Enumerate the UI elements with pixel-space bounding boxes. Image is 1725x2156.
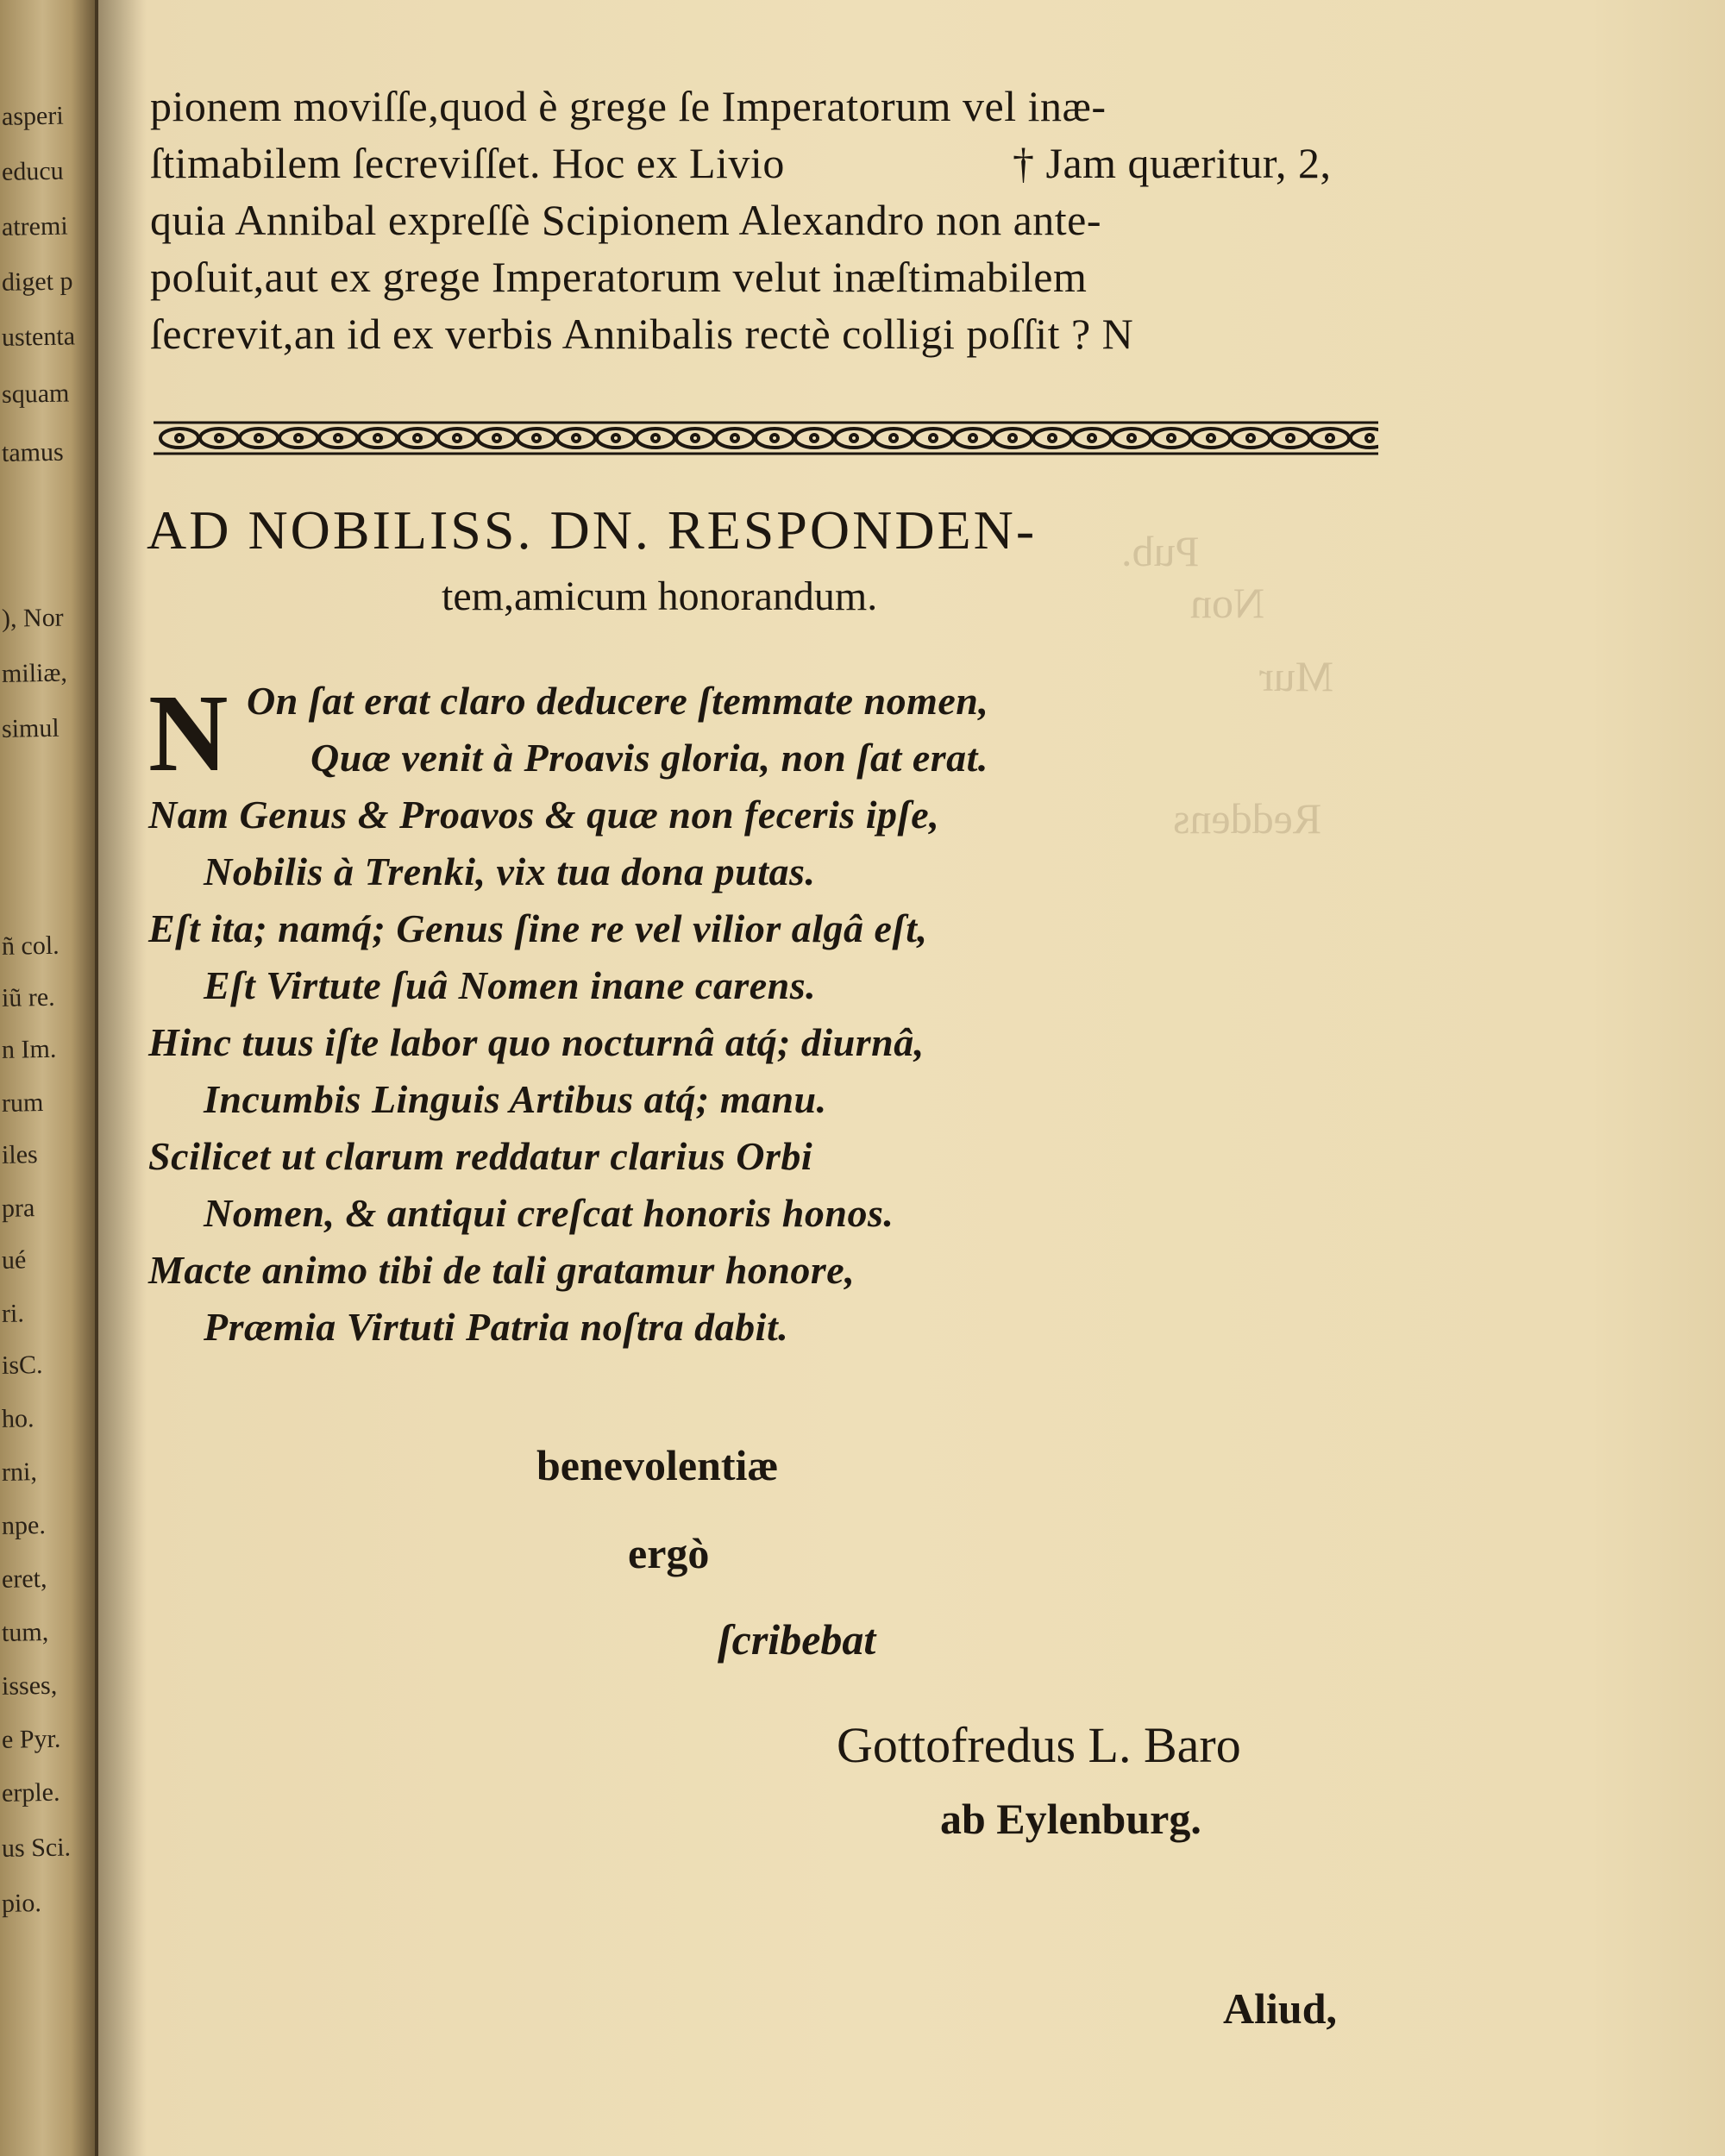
margin-fragment: tamus	[1, 437, 64, 467]
verse-line: Eſt ita; namq́; Genus ſine re vel vilior algâ eſt,	[148, 906, 928, 950]
prose-line-tail: † Jam quæritur, 2,	[1013, 139, 1332, 187]
catchword: Aliud,	[1223, 1984, 1338, 2033]
margin-fragment: simul	[1, 713, 60, 743]
margin-fragment: e Pyr.	[1, 1724, 61, 1754]
margin-fragment: us Sci.	[1, 1833, 72, 1863]
margin-fragment: ué	[1, 1245, 27, 1275]
margin-fragment: n Im.	[1, 1034, 57, 1064]
verse-line: Nam Genus & Proavos & quæ non feceris ipſe,	[148, 793, 940, 837]
closing-scribebat: ſcribebat	[718, 1615, 876, 1664]
margin-fragment: iles	[1, 1140, 38, 1169]
closing-ergo: ergò	[628, 1529, 710, 1577]
prose-line: ſecrevit,an id ex verbis Annibalis rectè colligi poſſit ? N	[150, 310, 1134, 358]
closing-benevolentiae: benevolentiæ	[536, 1441, 779, 1489]
margin-fragment: atremi	[1, 211, 68, 241]
margin-fragment: isC.	[1, 1351, 43, 1380]
verse-line: Macte animo tibi de tali gratamur honore,	[148, 1248, 856, 1292]
drop-cap: N	[148, 672, 229, 794]
verse-line: Nomen, & antiqui creſcat honoris honos.	[204, 1191, 894, 1235]
signature-name: Gottofredus L. Baro	[837, 1717, 1241, 1773]
ornamental-rule	[154, 419, 1378, 457]
verse-line: On ſat erat claro deducere ſtemmate nomen,	[247, 679, 989, 723]
margin-fragment: asperi	[1, 101, 64, 131]
margin-fragment: ), Nor	[1, 603, 64, 633]
margin-fragment: tum,	[1, 1617, 49, 1647]
signature-place: ab Eylenburg.	[940, 1795, 1201, 1843]
verse-line: Incumbis Linguis Artibus atq́; manu.	[204, 1077, 827, 1121]
margin-fragment: educu	[1, 156, 64, 186]
verse-line: Præmia Virtuti Patria noſtra dabit.	[204, 1305, 789, 1349]
margin-fragment: pra	[1, 1194, 35, 1223]
margin-fragment: erple.	[1, 1777, 60, 1808]
verse-line: Quæ venit à Proavis gloria, non ſat erat.	[310, 736, 988, 780]
margin-fragment: squam	[1, 379, 70, 409]
margin-fragment: diget p	[1, 266, 73, 297]
prose-line: pionem moviſſe,quod è grege ſe Imperatorum vel inæ-	[150, 82, 1107, 130]
book-page: asperi educu atremi diget p ustenta squam tamus ), Nor miliæ, simul ñ col. iũ re. n Im. rum iles pra ué ri. isC. ho. rni, npe. eret, tum, isses, e Pyr. erple. us Sci. pio. Pub. Non Mur Reddens pionem moviſſe,quod è grege ſe Imperatorum vel inæ- ſtimabilem ſecreviſſet. Hoc ex Livio † Jam quæritur, 2, quia Annibal expreſſè Scipionem Alexandro non ante- poſuit,aut ex grege Imperatorum velut inæſtimabilem ſecrevit,an id ex verbis Annibalis rectè colligi poſſit ? N AD NOBILISS. DN. RESPONDEN- tem,amicum honorandum. N On ſat erat claro deducere ſtemmate nomen, Quæ venit à Proavis gloria, non ſat erat. Nam Genus & Proavos & quæ non feceris ipſe, Nobilis à Trenki, vix tua dona putas. Eſt ita; namq́; Genus ſine re vel vilior algâ eſt, Eſt Virtute ſuâ Nomen inane carens. Hinc tuus iſte labor quo nocturnâ atq́; diurnâ, Incumbis Linguis Artibus atq́; manu. Scilicet ut clarum reddatur clarius Orbi Nomen, & antiqui creſcat honoris honos. Macte animo tibi de tali gratamur honore, Præmia Virtuti Patria noſtra dabit. benevolentiæ ergò ſcribebat Gottofredus L. Baro ab Eylenburg. Aliud,	[0, 0, 1725, 2156]
margin-fragment: rum	[1, 1088, 44, 1118]
poem-heading: AD NOBILISS. DN. RESPONDEN-	[147, 499, 1038, 561]
margin-fragment: rni,	[1, 1457, 38, 1487]
prose-line: poſuit,aut ex grege Imperatorum velut inæſtimabilem	[150, 253, 1088, 301]
margin-fragment: ñ col.	[1, 931, 60, 961]
verse-line: Eſt Virtute ſuâ Nomen inane carens.	[204, 963, 817, 1007]
verse-line: Hinc tuus iſte labor quo nocturnâ atq́; diurnâ,	[148, 1020, 925, 1064]
verse-line: Nobilis à Trenki, vix tua dona putas.	[204, 849, 816, 893]
margin-fragment: ri.	[1, 1299, 25, 1328]
prose-line: quia Annibal expreſſè Scipionem Alexandro non ante-	[150, 196, 1101, 244]
margin-fragment: isses,	[1, 1670, 58, 1701]
gutter-shadow	[95, 0, 147, 2156]
margin-fragment: eret,	[1, 1564, 47, 1594]
margin-fragment: ustenta	[1, 322, 76, 352]
margin-fragment: iũ re.	[1, 982, 55, 1012]
margin-fragment: npe.	[1, 1510, 47, 1540]
margin-fragment: miliæ,	[1, 658, 68, 688]
poem-subheading: tem,amicum honorandum.	[442, 573, 878, 619]
prose-line: ſtimabilem ſecreviſſet. Hoc ex Livio	[150, 139, 785, 187]
verse-line: Scilicet ut clarum reddatur clarius Orbi	[148, 1134, 813, 1178]
margin-fragment: pio.	[1, 1889, 42, 1918]
margin-fragment: ho.	[1, 1404, 34, 1433]
